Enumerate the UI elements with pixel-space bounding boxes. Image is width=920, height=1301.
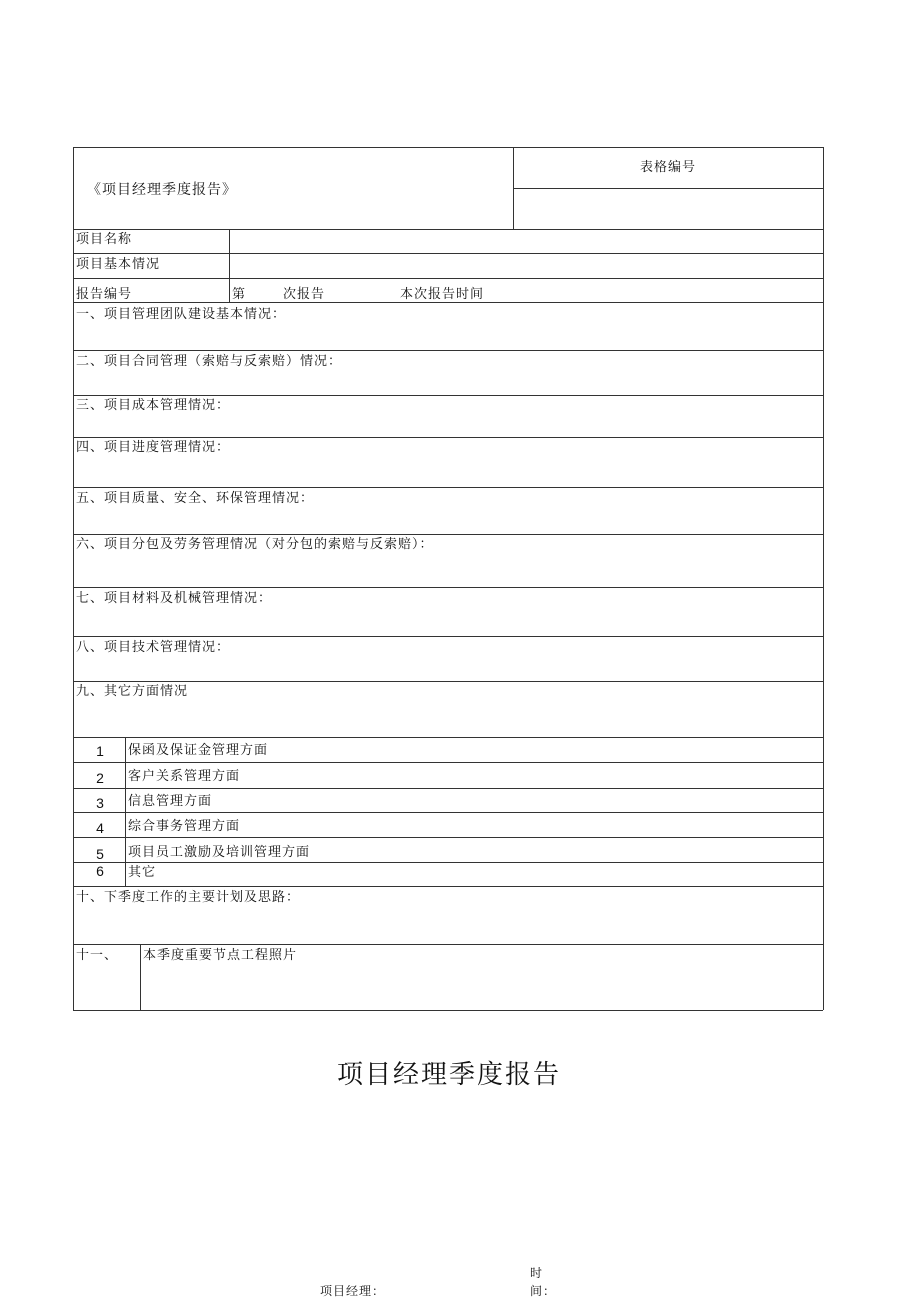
form-number-field[interactable] xyxy=(515,190,821,227)
sub-item-num: 2 xyxy=(96,770,104,786)
cover-title: 项目经理季度报告 xyxy=(337,1060,562,1090)
section-10: 十、下季度工作的主要计划及思路： xyxy=(76,890,301,905)
sub-item-label: 客户关系管理方面 xyxy=(128,769,241,784)
sub-item-label: 项目员工激励及培训管理方面 xyxy=(128,845,311,860)
report-time-label: 本次报告时间 xyxy=(400,287,485,302)
section-6: 六、项目分包及劳务管理情况（对分包的索赔与反索赔）： xyxy=(76,537,434,552)
section-1: 一、项目管理团队建设基本情况： xyxy=(76,307,287,322)
sub-item-num: 6 xyxy=(96,863,104,879)
sub-item-label: 信息管理方面 xyxy=(128,794,213,809)
section-7: 七、项目材料及机械管理情况： xyxy=(76,591,273,606)
form-title: 《项目经理季度报告》 xyxy=(87,182,237,198)
project-basic-field[interactable] xyxy=(231,255,821,277)
project-name-field[interactable] xyxy=(231,231,821,252)
project-name-label: 项目名称 xyxy=(76,232,133,247)
section-4: 四、项目进度管理情况： xyxy=(76,440,231,455)
section-8: 八、项目技术管理情况： xyxy=(76,640,231,655)
report-seq-prefix: 第 xyxy=(232,287,247,302)
section-11-label: 十一、 xyxy=(76,948,119,963)
section-2: 二、项目合同管理（索赔与反索赔）情况： xyxy=(76,354,343,369)
sub-item-num: 1 xyxy=(96,743,104,759)
section-3: 三、项目成本管理情况： xyxy=(76,398,231,413)
sub-item-label: 其它 xyxy=(128,865,157,880)
report-number-label: 报告编号 xyxy=(76,287,133,302)
section-11-text: 本季度重要节点工程照片 xyxy=(143,948,298,963)
time-label-top: 时 xyxy=(530,1266,544,1280)
form-number-label: 表格编号 xyxy=(640,160,697,175)
sub-item-label: 保函及保证金管理方面 xyxy=(128,743,269,758)
report-seq-suffix: 次报告 xyxy=(283,287,326,302)
sub-item-num: 3 xyxy=(96,795,104,811)
sub-item-num: 4 xyxy=(96,820,104,836)
sub-item-num: 5 xyxy=(96,846,104,862)
sub-item-label: 综合事务管理方面 xyxy=(128,819,241,834)
project-basic-label: 项目基本情况 xyxy=(76,257,161,272)
section-5: 五、项目质量、安全、环保管理情况： xyxy=(76,491,315,506)
time-label-bottom: 间： xyxy=(530,1284,557,1298)
section-9: 九、其它方面情况 xyxy=(76,684,189,699)
manager-label: 项目经理： xyxy=(320,1284,386,1298)
